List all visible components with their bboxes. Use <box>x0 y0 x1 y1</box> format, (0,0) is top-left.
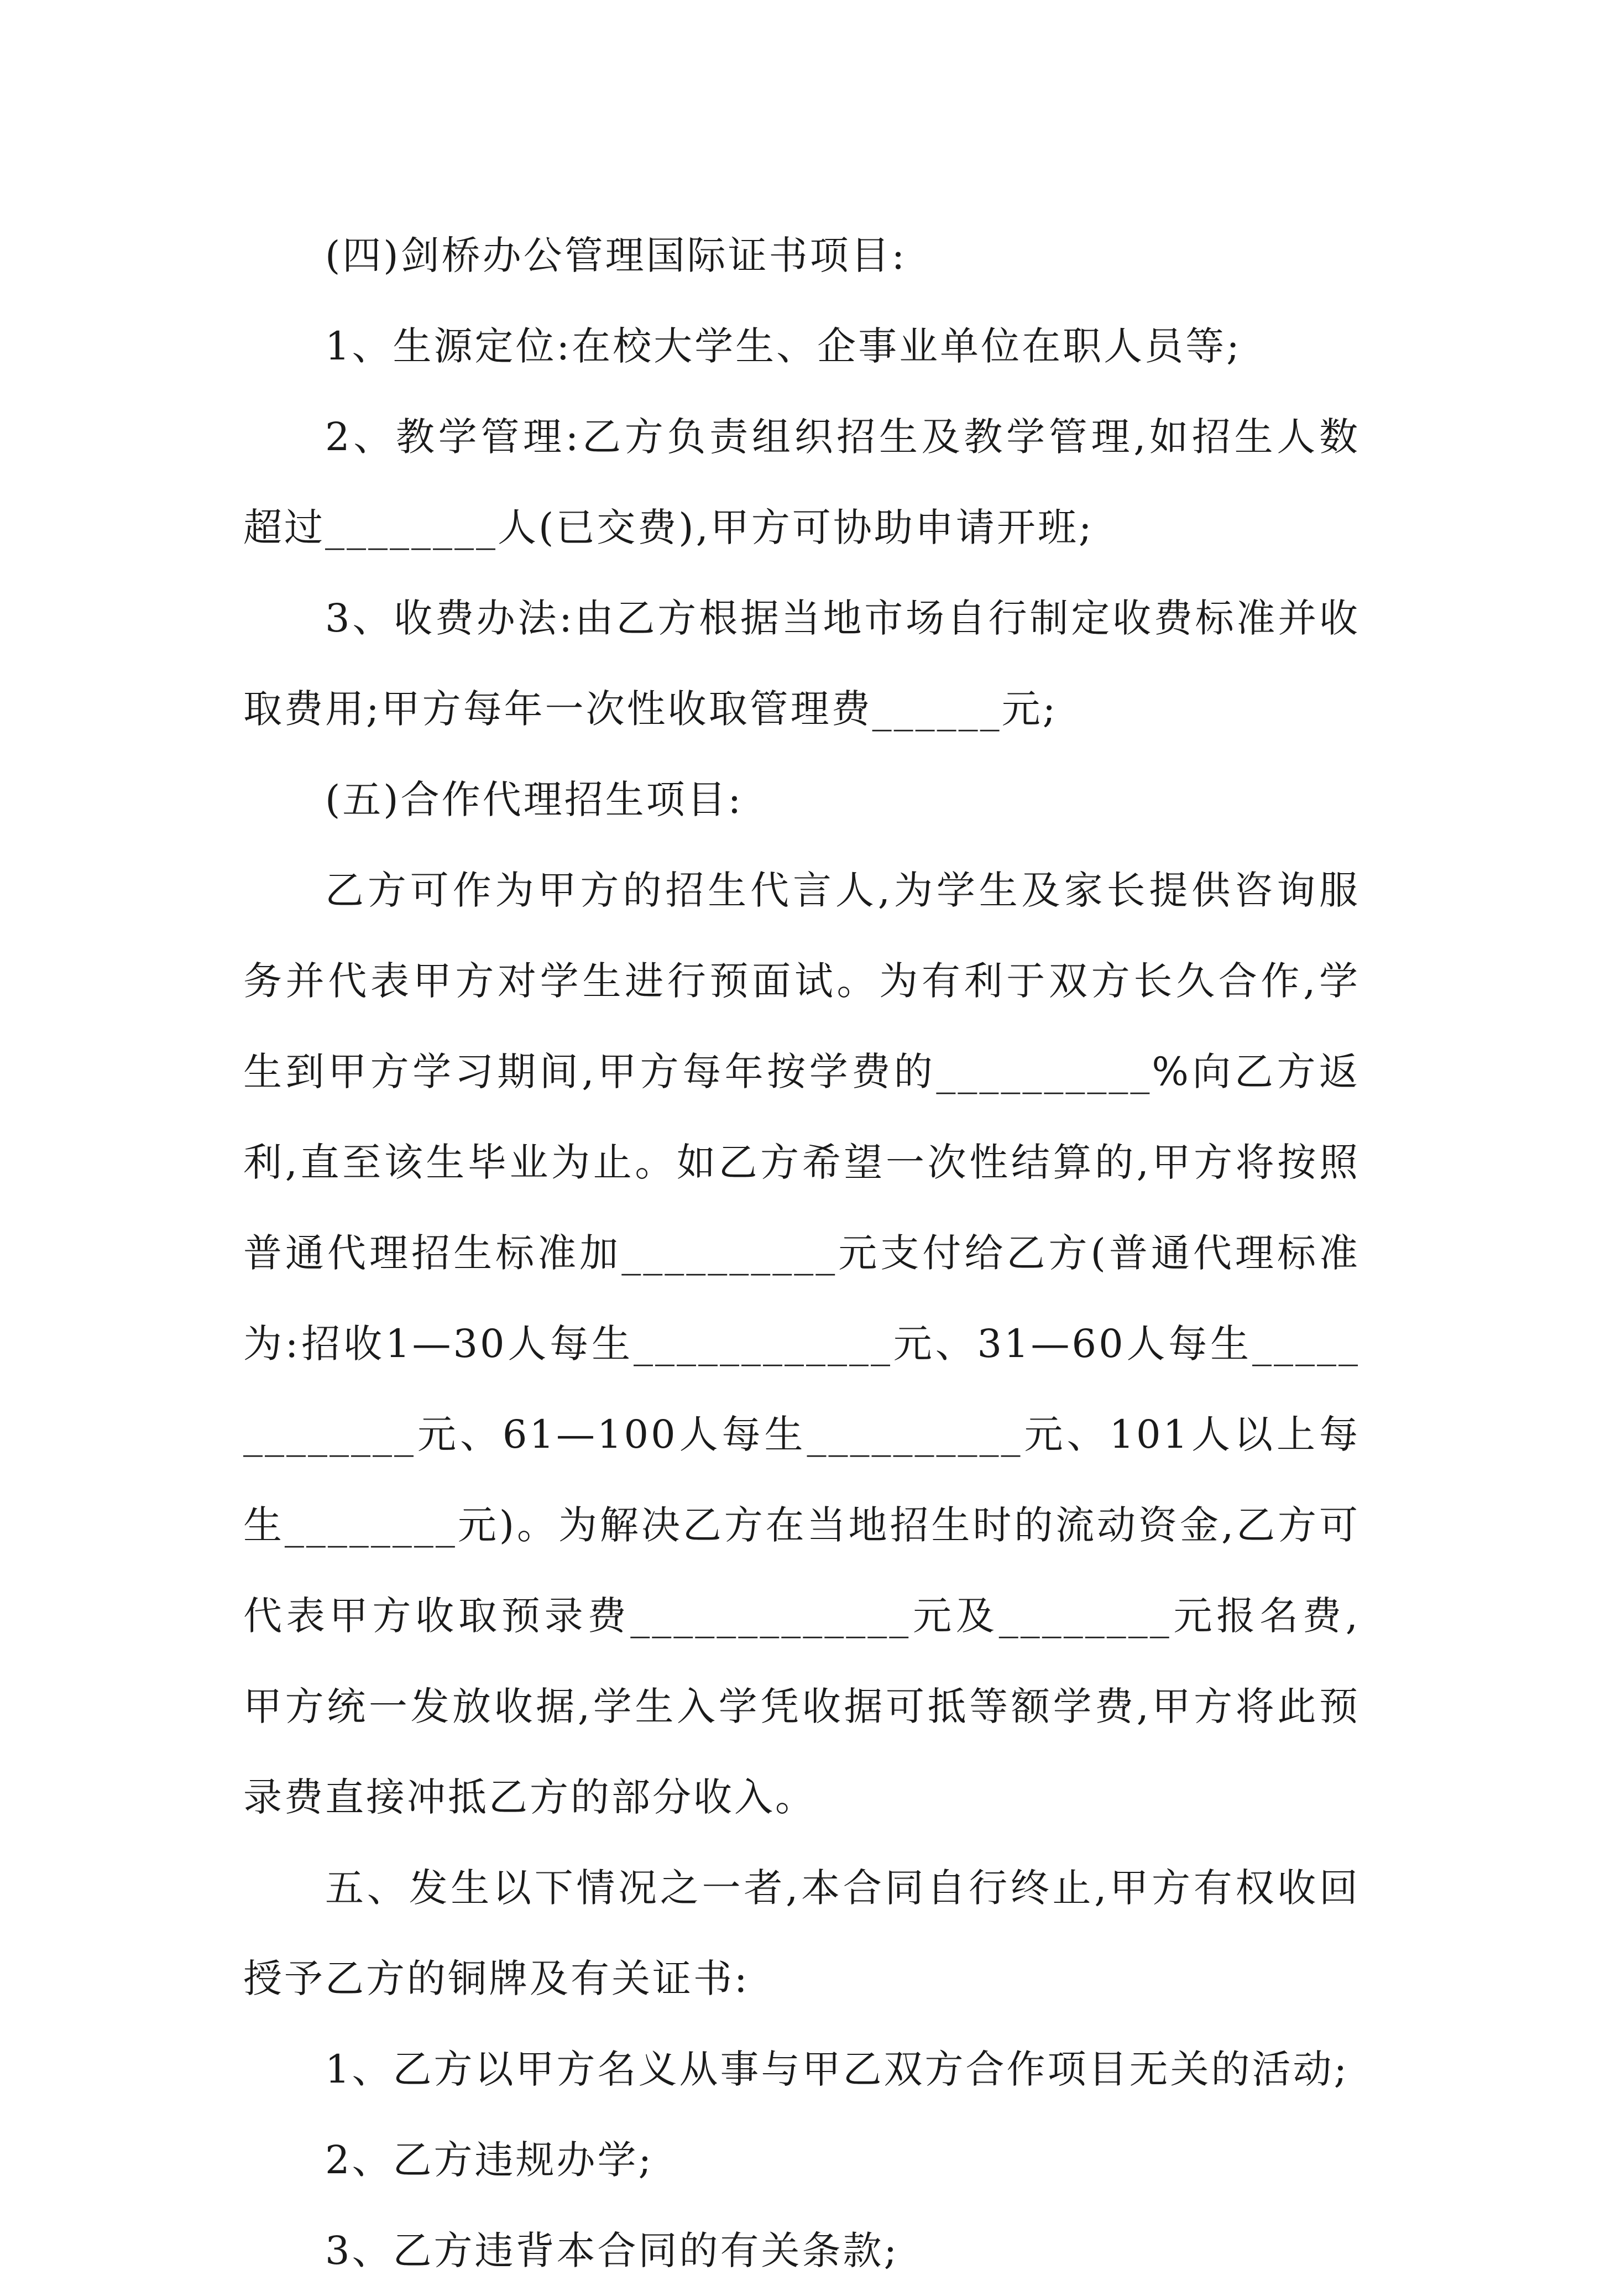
paragraph: 1、生源定位:在校大学生、企事业单位在职人员等; <box>325 323 1242 369</box>
paragraph: 3、乙方违背本合同的有关条款; <box>325 2228 900 2273</box>
paragraph: 乙方可作为甲方的招生代言人,为学生及家长提供咨询服务并代表甲方对学生进行预面试。为有利于双方长久合作,学生到甲方学习期间,甲方每年按学费的__________%向乙方返利,直至该生毕业为止。如乙方希望一次性结算的,甲方将按照普通代理招生标准加__________元支付给乙方(普通代理标准为:招收1—30人每生____________元、31—60人每生_____________元、61—100人每生__________元、101人以上每生________元)。为解决乙方在当地招生时的流动资金,乙方可代表甲方收取预录费_____________元及________元报名费,甲方统一发放收据,学生入学凭收据可抵等额学费,甲方将此预录费直接冲抵乙方的部分收入。 <box>243 868 1360 1820</box>
paragraph: (四)剑桥办公管理国际证书项目: <box>325 233 907 278</box>
paragraph: 2、教学管理:乙方负责组织招生及教学管理,如招生人数超过________人(已交费),甲方可协助申请开班; <box>243 414 1360 550</box>
document-page <box>243 210 1360 2296</box>
paragraph: 2、乙方违规办学; <box>325 2137 654 2183</box>
paragraph: 3、收费办法:由乙方根据当地市场自行制定收费标准并收取费用;甲方每年一次性收取管理费______元; <box>243 596 1360 732</box>
paragraph: 1、乙方以甲方名义从事与甲乙双方合作项目无关的活动; <box>325 2047 1350 2092</box>
paragraph: (五)合作代理招生项目: <box>325 777 744 822</box>
paragraph: 五、发生以下情况之一者,本合同自行终止,甲方有权收回授予乙方的铜牌及有关证书: <box>243 1865 1360 2001</box>
